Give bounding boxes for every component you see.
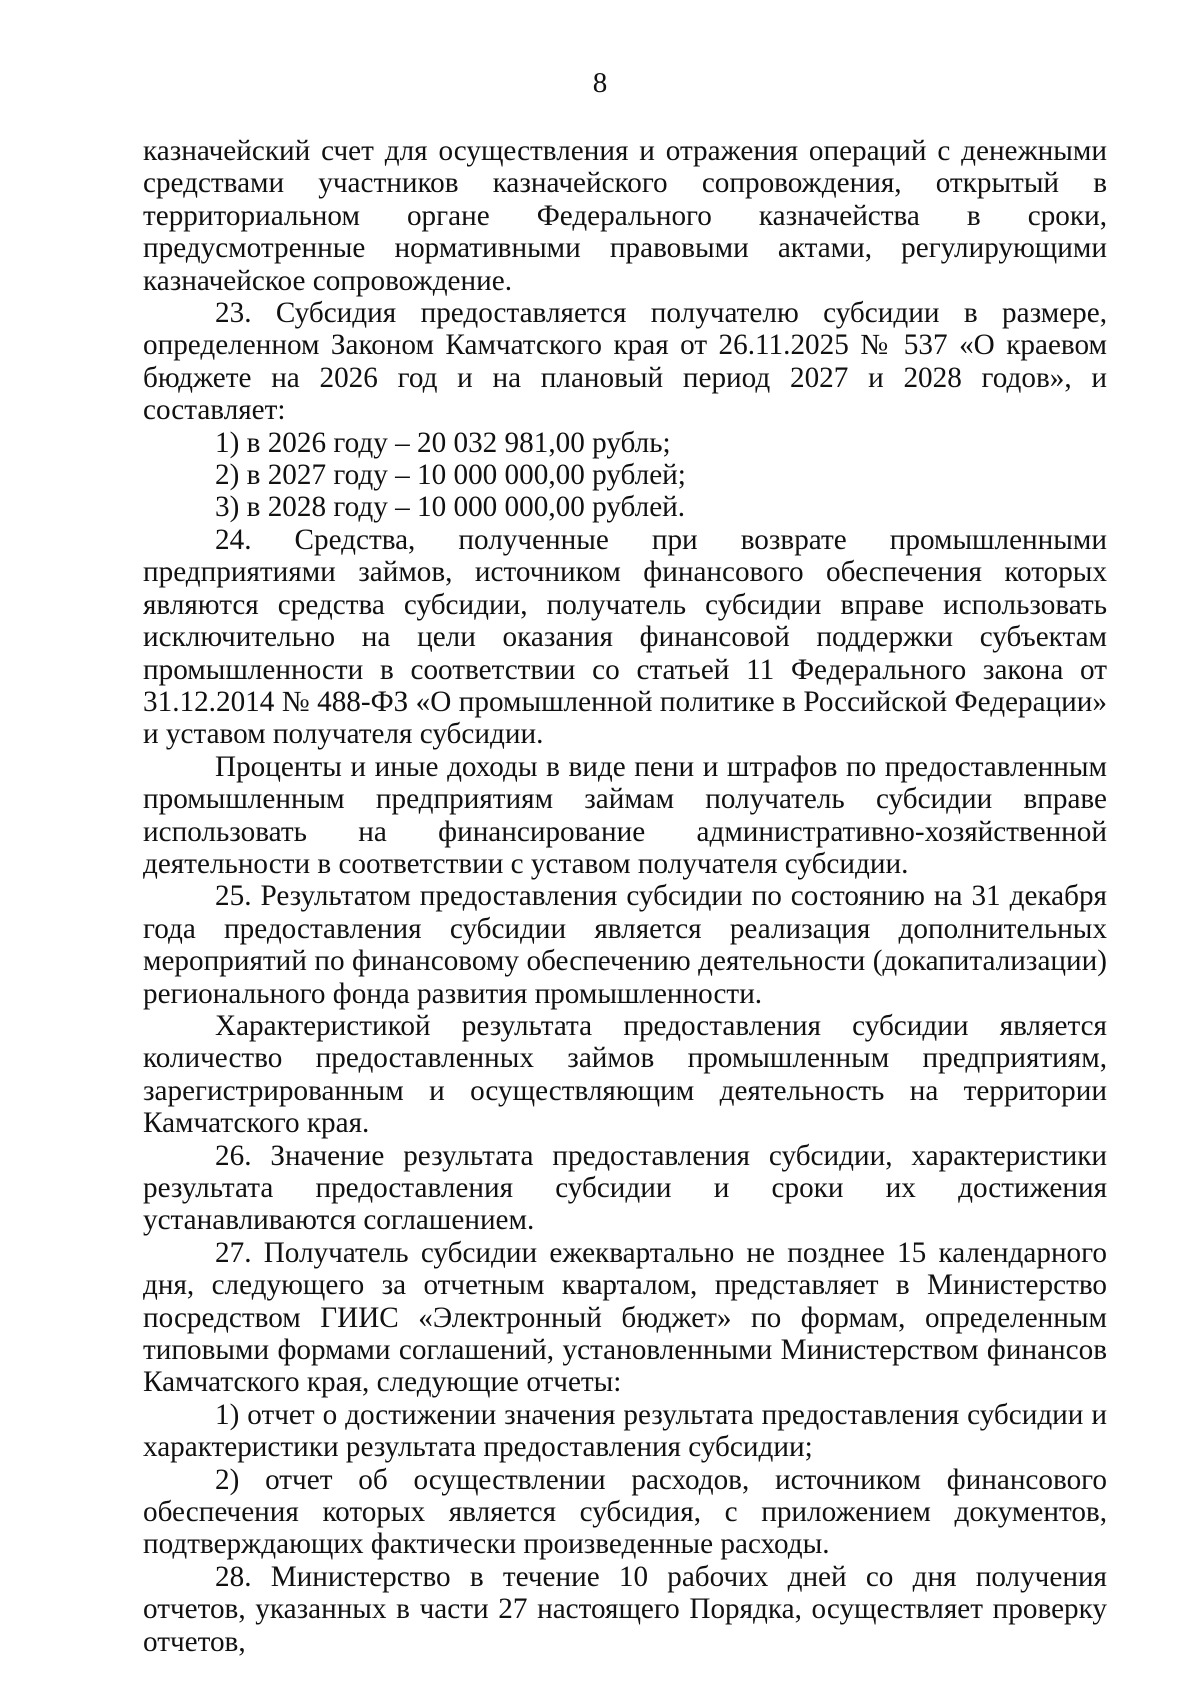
document-body	[143, 135, 1107, 1658]
paragraph-28-verification: 28. Министерство в течение 10 рабочих дней со дня получения отчетов, указанных в части 27 настоящего Порядка, осуществляет проверку отчетов,	[143, 1560, 1107, 1658]
paragraph-interest-income: Проценты и иные доходы в виде пени и штрафов по предоставленным промышленным предприятиям займам получатель субсидии вправе использовать на финансирование административно-хозяйственной деятельности в соответствии с уставом получателя субсидии.	[143, 750, 1107, 880]
list-item-report-1: 1) отчет о достижении значения результата предоставления субсидии и характеристики результата предоставления субсидии;	[143, 1398, 1107, 1464]
paragraph-result-characteristic: Характеристикой результата предоставления субсидии является количество предоставленных займов промышленным предприятиям, зарегистрированным и осуществляющим деятельность на территории Камчатского края.	[143, 1009, 1107, 1140]
list-item-2028: 3) в 2028 году – 10 000 000,00 рублей.	[215, 491, 686, 524]
paragraph-23-subsidy-amount: 23. Субсидия предоставляется получателю субсидии в размере, определенном Законом Камчатского края от 26.11.2025 № 537 «О краевом бюджете на 2026 год и на плановый период 2027 и 2028 годов», и составляет:	[143, 297, 1107, 427]
paragraph-24-loan-returns: 24. Средства, полученные при возврате промышленными предприятиями займов, источником финансового обеспечения которых являются средства субсидии, получатель субсидии вправе использовать исключительно на цели оказания финансовой поддержки субъектам промышленности в соответствии со статьей 11 Федерального закона от 31.12.2014 № 488-ФЗ «О промышленной политике в Российской Федерации» и уставом получателя субсидии.	[143, 523, 1107, 751]
list-item-2027: 2) в 2027 году – 10 000 000,00 рублей;	[215, 459, 686, 492]
list-item-report-2: 2) отчет об осуществлении расходов, источником финансового обеспечения которых является субсидия, с приложением документов, подтверждающих фактически произведенные расходы.	[143, 1463, 1107, 1561]
paragraph-25-result: 25. Результатом предоставления субсидии по состоянию на 31 декабря года предоставления субсидии является реализация дополнительных мероприятий по финансовому обеспечению деятельности (докапитализации) регионального фонда развития промышленности.	[143, 880, 1107, 1010]
paragraph-26-result-value: 26. Значение результата предоставления субсидии, характеристики результата предоставления субсидии и сроки их достижения устанавливаются соглашением.	[143, 1139, 1107, 1237]
page-number: 8	[592, 67, 608, 99]
paragraph-27-reports: 27. Получатель субсидии ежеквартально не позднее 15 календарного дня, следующего за отчетным кварталом, представляет в Министерство посредством ГИИС «Электронный бюджет» по формам, определенным типовыми формами соглашений, установленными Министерством финансов Камчатского края, следующие отчеты:	[143, 1236, 1107, 1399]
list-item-2026: 1) в 2026 году – 20 032 981,00 рубль;	[215, 426, 671, 459]
paragraph-treasury-account: казначейский счет для осуществления и отражения операций с денежными средствами участников казначейского сопровождения, открытый в территориальном органе Федерального казначейства в сроки, предусмотренные нормативными правовыми актами, регулирующими казначейское сопровождение.	[143, 135, 1107, 297]
